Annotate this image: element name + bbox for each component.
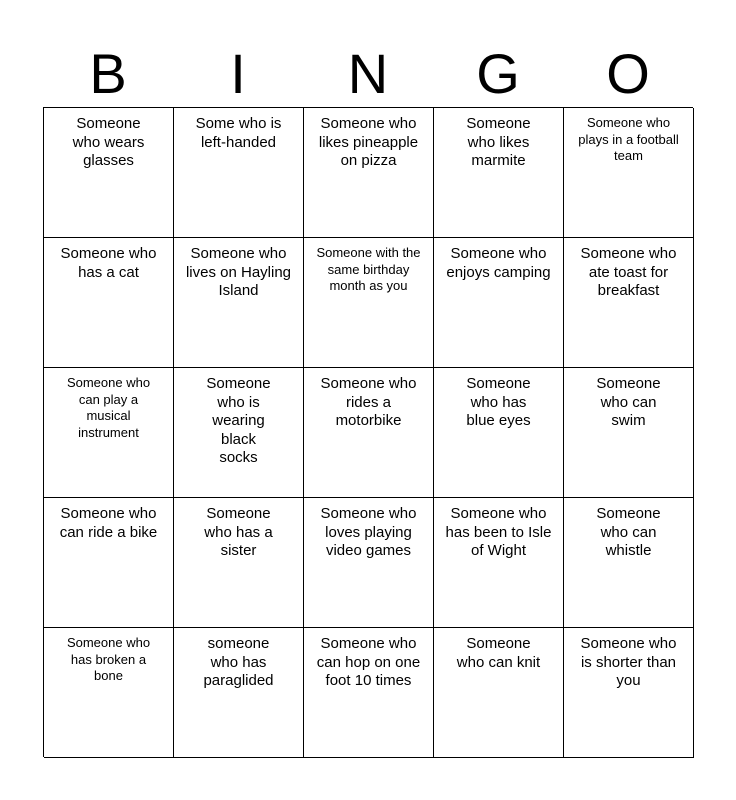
bingo-cell[interactable] bbox=[44, 108, 174, 238]
bingo-cell[interactable] bbox=[564, 238, 694, 368]
bingo-cell[interactable] bbox=[434, 628, 564, 758]
bingo-header bbox=[43, 44, 693, 104]
cell-text: Someone who enjoys camping bbox=[446, 245, 551, 281]
bingo-cell[interactable] bbox=[304, 238, 434, 368]
bingo-cell[interactable] bbox=[304, 108, 434, 238]
header-letter-b: B bbox=[89, 42, 127, 105]
cell-text: Someone who has been to Isle of Wight bbox=[445, 505, 552, 559]
bingo-cell[interactable] bbox=[44, 238, 174, 368]
bingo-cell[interactable] bbox=[434, 368, 564, 498]
header-letter-n: N bbox=[347, 42, 389, 105]
bingo-cell[interactable] bbox=[434, 238, 564, 368]
cell-text: Someone who loves playing video games bbox=[320, 505, 417, 559]
header-letter-i: I bbox=[230, 42, 246, 105]
cell-text: Someone who rides a motorbike bbox=[320, 375, 417, 429]
cell-text: Someone who has blue eyes bbox=[466, 375, 531, 429]
cell-text: Someone who can swim bbox=[596, 375, 661, 429]
cell-text: Someone who lives on Hayling Island bbox=[185, 245, 292, 299]
bingo-cell[interactable] bbox=[434, 108, 564, 238]
cell-text: Someone who wears glasses bbox=[72, 115, 145, 169]
bingo-cell[interactable] bbox=[174, 498, 304, 628]
bingo-cell[interactable] bbox=[434, 498, 564, 628]
cell-text: Someone who has broken a bone bbox=[66, 635, 151, 683]
cell-text: Someone who ate toast for breakfast bbox=[580, 245, 677, 299]
cell-text: Someone who likes pineapple on pizza bbox=[318, 115, 419, 169]
header-letter-g: G bbox=[476, 42, 520, 105]
bingo-cell[interactable] bbox=[44, 498, 174, 628]
bingo-cell[interactable] bbox=[564, 628, 694, 758]
cell-text: Someone who can play a musical instrument bbox=[66, 375, 151, 440]
cell-text: Some who is left-handed bbox=[195, 115, 282, 151]
bingo-cell[interactable] bbox=[174, 238, 304, 368]
bingo-cell[interactable] bbox=[564, 108, 694, 238]
cell-text: Someone who has a sister bbox=[204, 505, 273, 559]
bingo-cell[interactable] bbox=[304, 628, 434, 758]
cell-text: Someone who likes marmite bbox=[466, 115, 531, 169]
bingo-cell[interactable] bbox=[44, 628, 174, 758]
header-letter-o: O bbox=[606, 42, 650, 105]
cell-text: Someone who can ride a bike bbox=[59, 505, 158, 541]
cell-text: Someone who can knit bbox=[456, 635, 541, 671]
cell-text: Someone with the same birthday month as you bbox=[316, 245, 421, 293]
bingo-grid bbox=[43, 107, 693, 757]
bingo-cell[interactable] bbox=[44, 368, 174, 498]
cell-text: Someone who can hop on one foot 10 times bbox=[316, 635, 421, 689]
bingo-cell[interactable] bbox=[174, 628, 304, 758]
bingo-cell[interactable] bbox=[564, 498, 694, 628]
cell-text: Someone who is wearing black socks bbox=[206, 375, 271, 466]
bingo-cell[interactable] bbox=[304, 498, 434, 628]
bingo-cell[interactable] bbox=[564, 368, 694, 498]
bingo-cell[interactable] bbox=[174, 108, 304, 238]
bingo-cell[interactable] bbox=[174, 368, 304, 498]
cell-text: someone who has paraglided bbox=[203, 635, 274, 689]
cell-text: Someone who can whistle bbox=[596, 505, 661, 559]
cell-text: Someone who is shorter than you bbox=[580, 635, 677, 689]
cell-text: Someone who has a cat bbox=[60, 245, 157, 281]
bingo-cell[interactable] bbox=[304, 368, 434, 498]
cell-text: Someone who plays in a football team bbox=[578, 115, 679, 163]
